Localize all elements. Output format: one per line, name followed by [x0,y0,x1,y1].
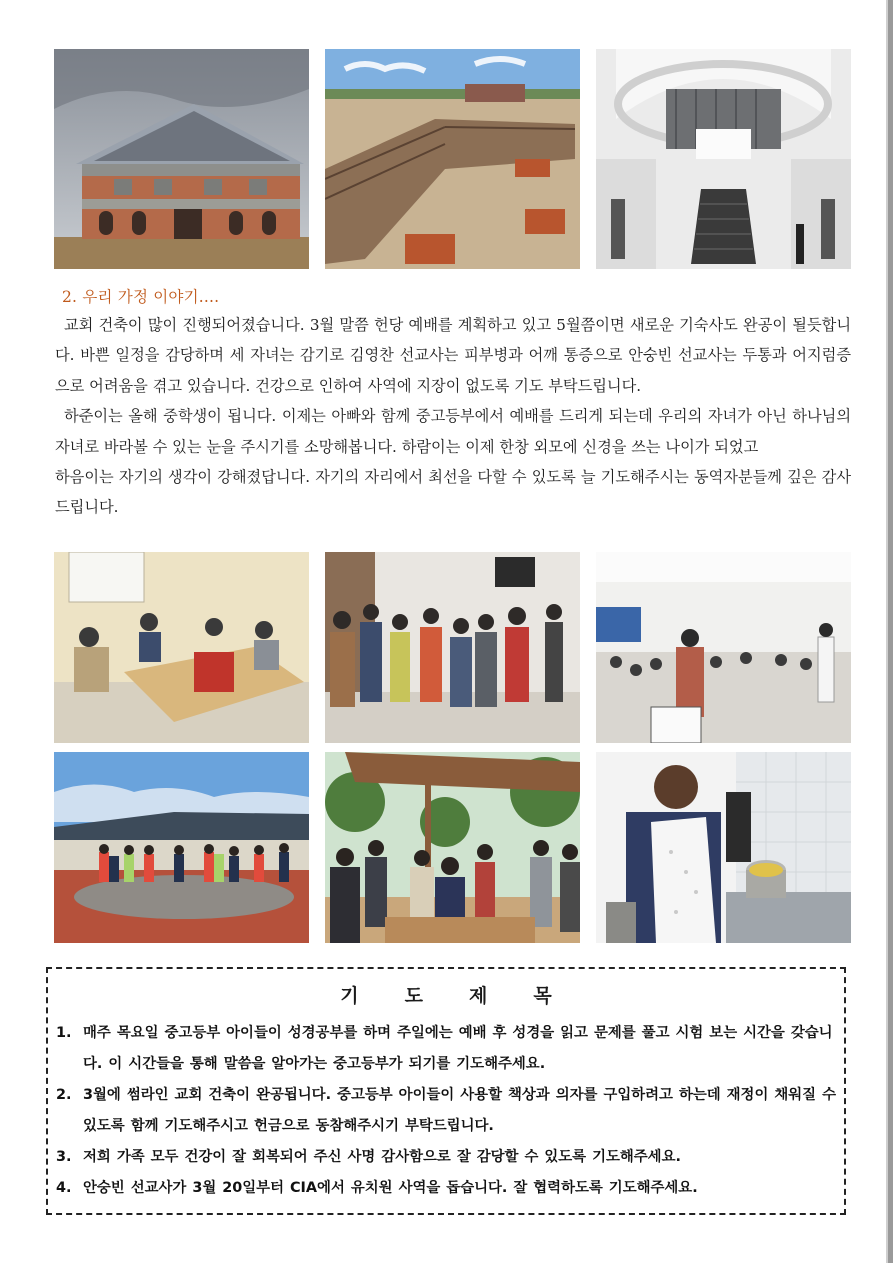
prayer-item [56,1080,840,1142]
dormitory-construction-photo [325,49,580,269]
prayer-requests-box [46,967,846,1215]
prayer-item-text: 저희 가족 모두 건강이 잘 회복되어 주신 사명 감사함으로 잘 감당할 수 있도록 기도해주세요. [83,1149,681,1165]
prayer-item-number: 2. [56,1087,72,1103]
prayer-item-number: 1. [56,1025,72,1041]
prayer-item [56,1173,840,1204]
family-section-title: 2. 우리 가정 이야기.... [62,288,220,306]
kitchen-cooking-photo [596,752,851,943]
prayer-item [56,1142,840,1173]
prayer-item-number: 4. [56,1180,72,1196]
classroom-study-photo [54,552,309,743]
hall-gathering-photo [596,552,851,743]
group-photo-outdoor [54,752,309,943]
story-paragraph-thanks: 하음이는 자기의 생각이 강해졌답니다. 자기의 자리에서 최선을 다할 수 있도록 늘 기도해주시는 동역자분들께 깊은 감사드립니다. [55,468,851,517]
family-story [55,310,851,523]
prayer-title: 기도제목 [340,985,598,1007]
story-paragraph-children: 하준이는 올해 중학생이 됩니다. 이제는 아빠와 함께 중고등부에서 예배를 드리게 되는데 우리의 자녀가 아닌 하나님의 자녀로 바라볼 수 있는 눈을 주시기를 소망해봅니다. 하람이는 이제 한창 외모에 신경을 쓰는 나이가 되었고 [55,407,851,456]
prayer-item-text: 매주 목요일 중고등부 아이들이 성경공부를 하며 주일에는 예배 후 성경을 읽고 문제를 풀고 시험 보는 시간을 갖습니다. 이 시간들을 통해 말씀을 알아가는 중고등부가 되기를 기도해주세요. [83,1025,833,1072]
prayer-item-number: 3. [56,1149,72,1165]
church-building-exterior-photo [54,49,309,269]
worship-singing-photo [325,552,580,743]
prayer-list [56,1018,840,1204]
story-paragraph-health: 교회 건축이 많이 진행되어졌습니다. 3월 말쯤 헌당 예배를 계획하고 있고 5월쯤이면 새로운 기숙사도 완공이 될듯합니다. 바쁜 일정을 감당하며 세 자녀는 감기로 김영찬 선교사는 피부병과 어깨 통증으로 안숭빈 선교사는 두통과 어지럼증으로 어려움을 겪고 있습니다. 건강으로 인하여 사역에 지장이 없도록 기도 부탁드립니다. [55,316,851,395]
church-interior-stairs-photo [596,49,851,269]
page-edge [886,0,893,1263]
outdoor-pavilion-meal-photo [325,752,580,943]
prayer-item-text: 3월에 썸라인 교회 건축이 완공됩니다. 중고등부 아이들이 사용할 책상과 의자를 구입하려고 하는데 재정이 채워질 수 있도록 함께 기도해주시고 헌금으로 동참해주시기 부탁드립니다. [83,1087,836,1134]
prayer-item [56,1018,840,1080]
prayer-item-text: 안숭빈 선교사가 3월 20일부터 CIA에서 유치원 사역을 돕습니다. 잘 협력하도록 기도해주세요. [83,1180,698,1196]
